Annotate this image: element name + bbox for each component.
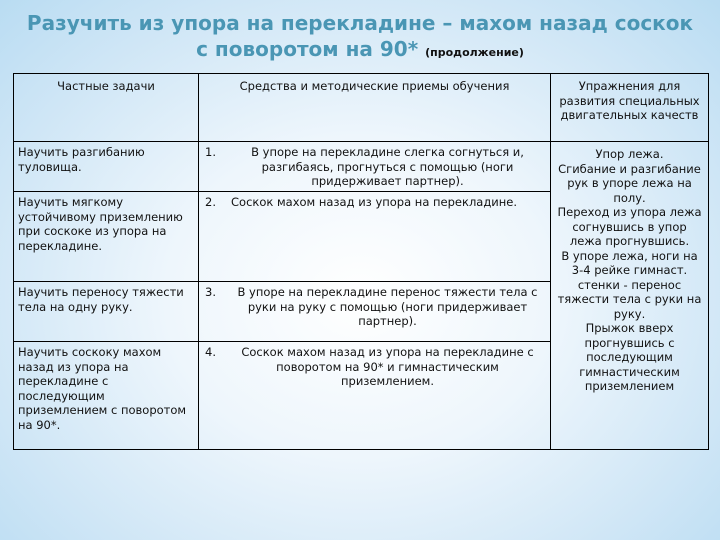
step-text: Соскок махом назад из упора на перекладине. <box>231 195 518 209</box>
exercises-cell <box>551 142 709 450</box>
task-cell: Научить переносу тяжести тела на одну руку. <box>14 282 199 342</box>
title-continuation-note: (продолжение) <box>425 46 524 59</box>
means-cell <box>199 282 551 342</box>
table-row <box>14 142 709 192</box>
step-text: Соскок махом назад из упора на перекладине с поворотом на 90* и гимнастическим приземлением. <box>241 345 534 388</box>
step-number: 2. <box>205 195 216 209</box>
means-cell <box>199 142 551 192</box>
lesson-plan-table <box>13 73 709 450</box>
exercise-item: В упоре лежа, ноги на 3-4 рейке гимнаст. стенки - перенос тяжести тела с руки на руку. <box>557 248 702 321</box>
task-cell: Научить соскоку махом назад из упора на перекладине с последующим приземлением с поворотом на 90*. <box>14 342 199 450</box>
title-line-2-text: с поворотом на 90* <box>196 37 419 61</box>
slide-title <box>0 10 720 66</box>
header-exercises: Упражнения для развития специальных двигательных качеств <box>551 74 709 142</box>
header-means: Средства и методические приемы обучения <box>199 74 551 142</box>
exercise-item: Сгибание и разгибание рук в упоре лежа на полу. <box>558 161 701 205</box>
title-line-1: Разучить из упора на перекладине – махом назад соскок <box>26 11 694 35</box>
table-header-row <box>14 74 709 142</box>
means-cell <box>199 192 551 282</box>
title-line-2 <box>0 36 720 66</box>
step-number: 1. <box>205 145 216 159</box>
exercise-item: Упор лежа. <box>595 147 664 161</box>
task-cell: Научить разгибанию туловища. <box>14 142 199 192</box>
step-number: 3. <box>205 285 216 299</box>
means-cell <box>199 342 551 450</box>
step-number: 4. <box>205 345 216 359</box>
task-cell: Научить мягкому устойчивому приземлению при соскоке из упора на перекладине. <box>14 192 199 282</box>
exercise-item: Прыжок вверх прогнувшись с последующим гимнастическим приземлением <box>579 321 680 393</box>
exercise-item: Переход из упора лежа согнувшись в упор лежа прогнувшись. <box>557 205 702 248</box>
step-text: В упоре на перекладине слегка согнуться и, разгибаясь, прогнуться с помощью (ноги придерживает партнер). <box>251 145 524 188</box>
step-text: В упоре на перекладине перенос тяжести тела с руки на руку с помощью (ноги придерживает партнер). <box>237 285 538 328</box>
header-tasks: Частные задачи <box>14 74 199 142</box>
